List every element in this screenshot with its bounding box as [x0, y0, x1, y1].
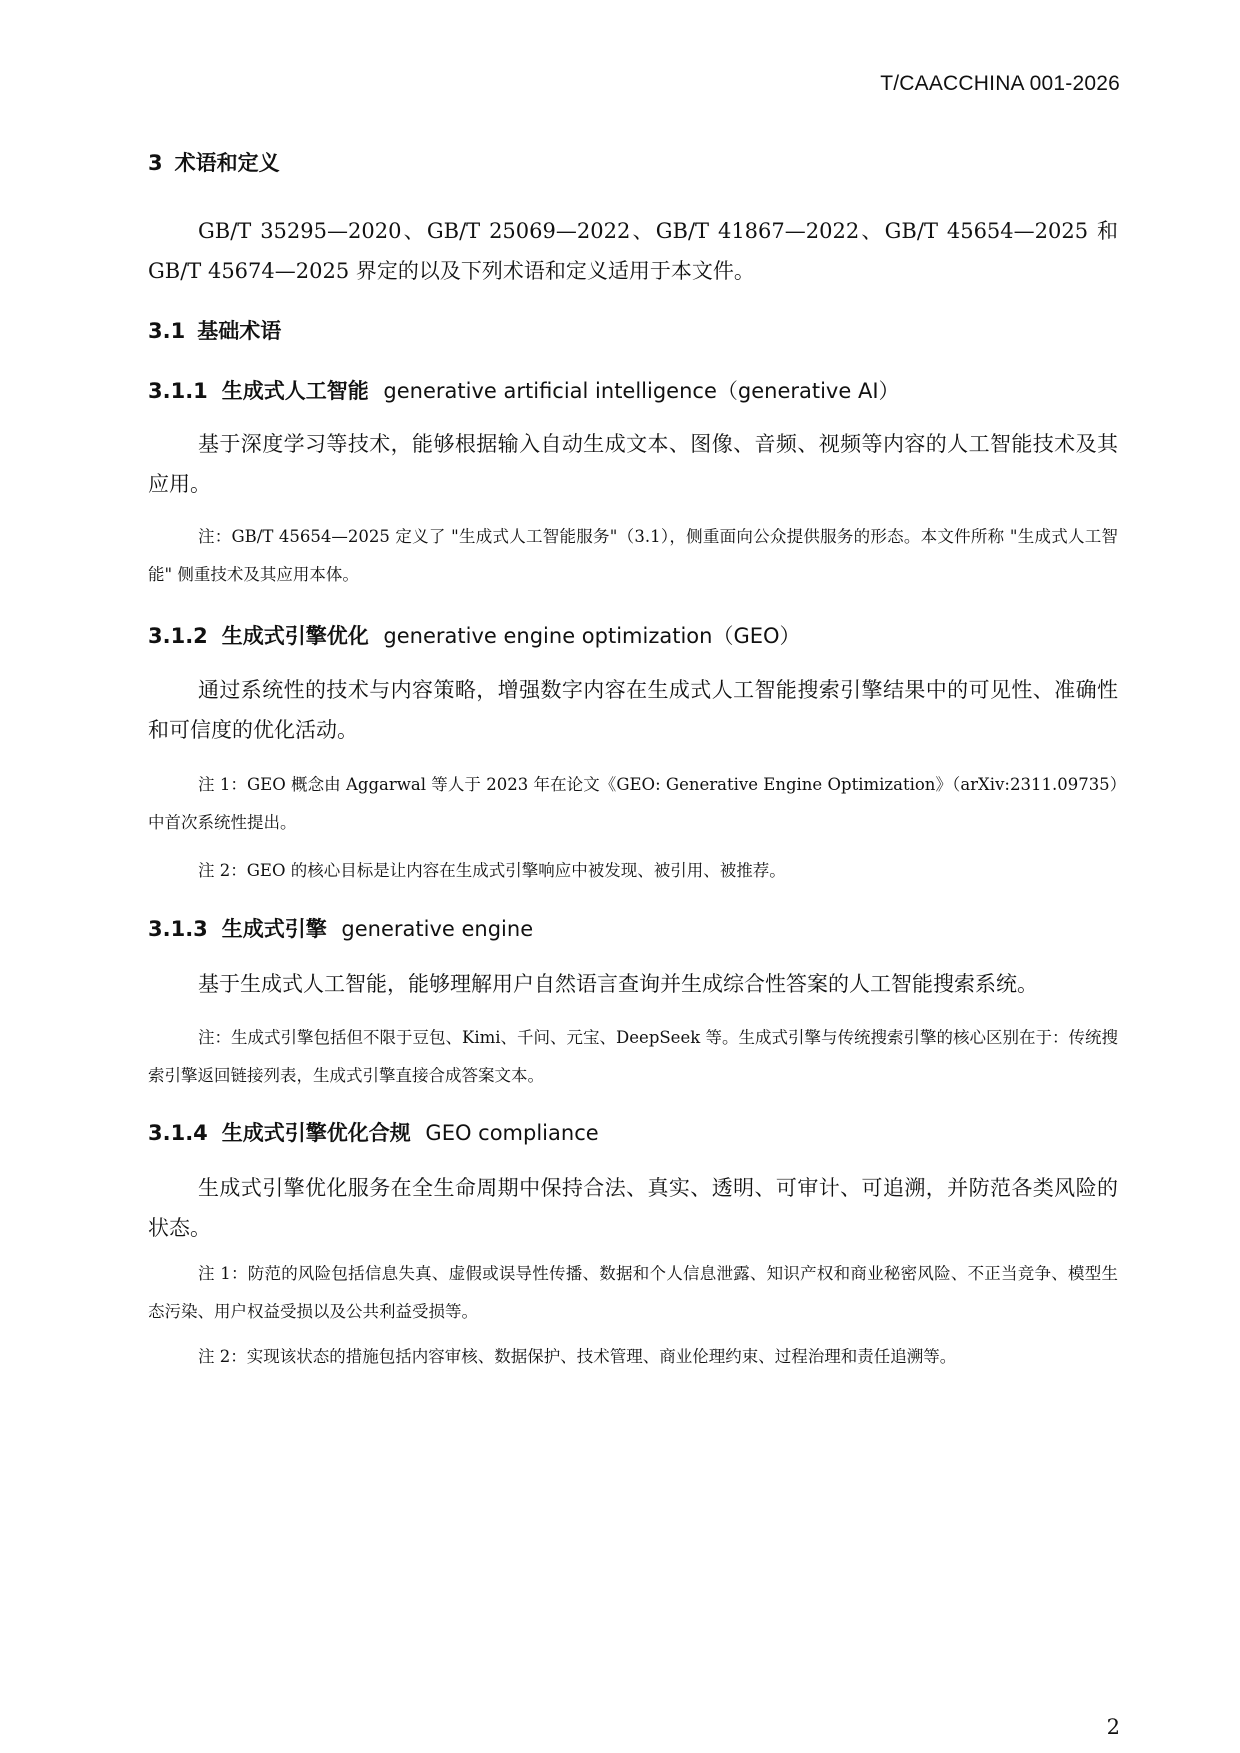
term-3-1-2-note-1: 注 1：GEO 概念由 Aggarwal 等人于 2023 年在论文《GEO: Generative Engine Optimization》（arXiv:2311.09735）中首次系统性提出。 [148, 775, 1118, 832]
term-3-1-4-definition: 生成式引擎优化服务在全生命周期中保持合法、真实、透明、可审计、可追溯，并防范各类风险的状态。 [148, 1176, 1118, 1240]
section-title: 术语和定义 [174, 151, 280, 175]
term-3-1-2-definition: 通过系统性的技术与内容策略，增强数字内容在生成式人工智能搜索引擎结果中的可见性、准确性和可信度的优化活动。 [148, 678, 1118, 742]
page-number: 2 [1106, 1715, 1120, 1739]
section-3-heading [148, 148, 1118, 178]
term-3-1-1 [148, 376, 1118, 406]
term-3-1-1-note: 注：GB/T 45654—2025 定义了 "生成式人工智能服务"（3.1），侧重面向公众提供服务的形态。本文件所称 "生成式人工智能" 侧重技术及其应用本体。 [148, 527, 1118, 584]
term-zh: 生成式人工智能 [221, 379, 369, 403]
term-en: GEO compliance [425, 1121, 599, 1145]
term-3-1-1-definition: 基于深度学习等技术，能够根据输入自动生成文本、图像、音频、视频等内容的人工智能技术及其应用。 [148, 432, 1118, 496]
term-heading: 3.1.2 生成式引擎优化 generative engine optimization（GEO） [148, 624, 801, 648]
term-3-1-3-definition: 基于生成式人工智能，能够理解用户自然语言查询并生成综合性答案的人工智能搜索系统。 [198, 972, 1038, 996]
term-en: generative artificial intelligence（generative AI） [383, 379, 900, 403]
term-3-1-2-note-2: 注 2：GEO 的核心目标是让内容在生成式引擎响应中被发现、被引用、被推荐。 [198, 861, 786, 880]
term-heading: 3.1.3 生成式引擎 generative engine [148, 917, 534, 941]
term-3-1-4 [148, 1118, 1118, 1148]
term-zh: 生成式引擎 [221, 917, 327, 941]
term-3-1-4-note-2: 注 2：实现该状态的措施包括内容审核、数据保护、技术管理、商业伦理约束、过程治理和责任追溯等。 [198, 1347, 957, 1366]
term-en: generative engine optimization（GEO） [383, 624, 801, 648]
term-3-1-3 [148, 914, 1118, 944]
term-3-1-3-note: 注：生成式引擎包括但不限于豆包、Kimi、千问、元宝、DeepSeek 等。生成式引擎与传统搜索引擎的核心区别在于：传统搜索引擎返回链接列表，生成式引擎直接合成答案文本。 [148, 1028, 1118, 1085]
section-title: 基础术语 [197, 319, 282, 343]
term-heading: 3.1.1 生成式人工智能 generative artificial intelligence（generative AI） [148, 379, 900, 403]
document-code: T/CAACCHINA 001-2026 [880, 72, 1120, 95]
section-number: 3.1 [148, 319, 186, 343]
section-number: 3 [148, 151, 163, 175]
term-zh: 生成式引擎优化 [221, 624, 369, 648]
term-3-1-2 [148, 621, 1118, 651]
term-en: generative engine [341, 917, 534, 941]
section-3-1-heading [148, 316, 1118, 346]
term-zh: 生成式引擎优化合规 [221, 1121, 411, 1145]
term-3-1-4-note-1: 注 1：防范的风险包括信息失真、虚假或误导性传播、数据和个人信息泄露、知识产权和商业秘密风险、不正当竞争、模型生态污染、用户权益受损以及公共利益受损等。 [148, 1264, 1118, 1321]
section-3-intro: GB/T 35295—2020、GB/T 25069—2022、GB/T 41867—2022、GB/T 45654—2025 和 GB/T 45674—2025 界定的以及下列术语和定义适用于本文件。 [148, 219, 1118, 283]
term-heading: 3.1.4 生成式引擎优化合规 GEO compliance [148, 1121, 599, 1145]
